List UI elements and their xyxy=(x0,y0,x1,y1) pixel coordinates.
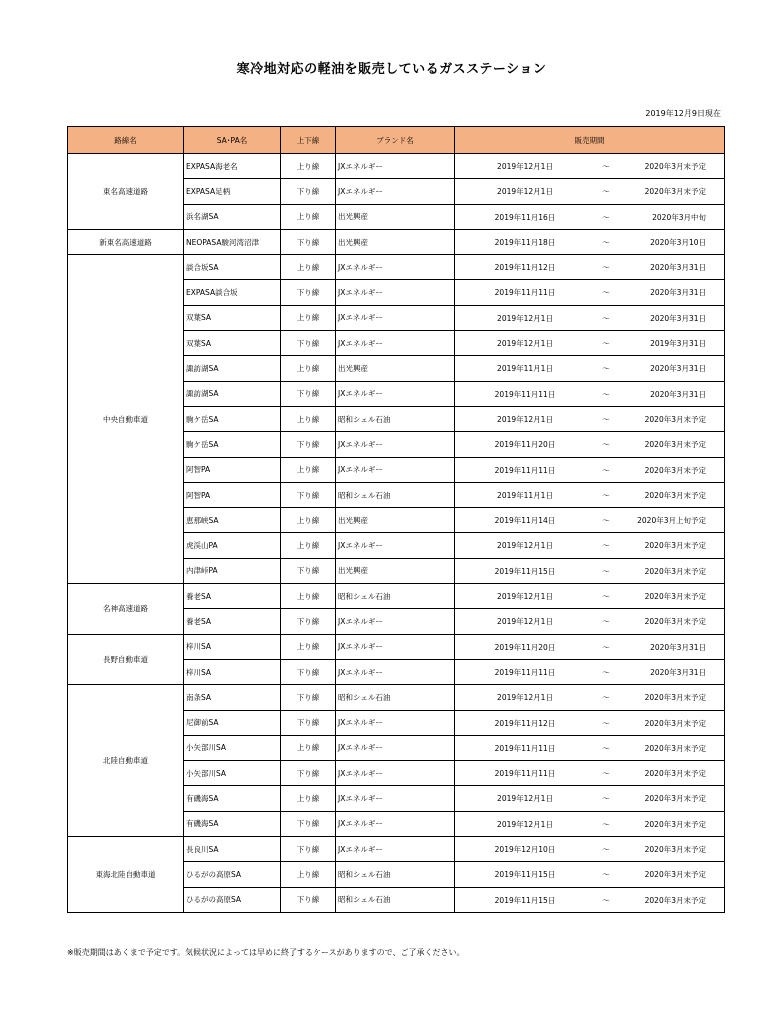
period-start: 2019年12月10日 xyxy=(494,845,556,855)
period-end: 2020年3月末予定 xyxy=(644,187,706,197)
period-start: 2019年11月15日 xyxy=(494,895,556,905)
period-start: 2019年12月1日 xyxy=(497,693,553,703)
sales-period-cell xyxy=(455,482,725,507)
table-body xyxy=(68,154,725,913)
direction-cell: 下り線 xyxy=(281,331,336,356)
header-brand: ブランド名 xyxy=(336,127,455,154)
period-start: 2019年12月1日 xyxy=(497,541,553,551)
period-start: 2019年11月15日 xyxy=(494,870,556,880)
table-row xyxy=(68,685,725,710)
header-period: 販売期間 xyxy=(455,127,725,154)
sa-pa-name-cell: NEOPASA駿河湾沼津 xyxy=(184,229,281,254)
sa-pa-name-cell: 双葉SA xyxy=(184,305,281,330)
period-start: 2019年11月11日 xyxy=(494,769,556,779)
period-tilde: ～ xyxy=(602,364,610,374)
period-end: 2020年3月末予定 xyxy=(644,819,706,829)
sales-period-cell xyxy=(455,280,725,305)
direction-cell: 下り線 xyxy=(281,381,336,406)
period-tilde: ～ xyxy=(602,592,610,602)
sa-pa-name-cell: 浜名湖SA xyxy=(184,204,281,229)
brand-cell: JXエネルギー xyxy=(336,761,455,786)
direction-cell: 下り線 xyxy=(281,887,336,912)
table-header-row xyxy=(68,127,725,154)
period-start: 2019年11月14日 xyxy=(494,516,556,526)
table-row xyxy=(68,584,725,609)
period-end: 2020年3月末予定 xyxy=(644,769,706,779)
direction-cell: 下り線 xyxy=(281,609,336,634)
period-start: 2019年11月12日 xyxy=(494,718,556,728)
sa-pa-name-cell: 小矢部川SA xyxy=(184,735,281,760)
period-end: 2020年3月31日 xyxy=(650,313,706,323)
sales-period-cell xyxy=(455,761,725,786)
sa-pa-name-cell: 養老SA xyxy=(184,584,281,609)
period-end: 2020年3月末予定 xyxy=(644,693,706,703)
sa-pa-name-cell: 恵那峡SA xyxy=(184,508,281,533)
direction-cell: 下り線 xyxy=(281,710,336,735)
direction-cell: 上り線 xyxy=(281,305,336,330)
period-start: 2019年12月1日 xyxy=(497,819,553,829)
period-end: 2020年3月末予定 xyxy=(644,162,706,171)
route-name-cell: 長野自動車道 xyxy=(68,634,184,685)
period-end: 2020年3月中旬 xyxy=(652,212,706,222)
period-end: 2020年3月31日 xyxy=(650,389,706,399)
sa-pa-name-cell: 阿智PA xyxy=(184,457,281,482)
brand-cell: JXエネルギー xyxy=(336,179,455,204)
brand-cell: JXエネルギー xyxy=(336,837,455,862)
period-start: 2019年12月1日 xyxy=(497,339,553,349)
route-name-cell: 中央自動車道 xyxy=(68,255,184,584)
period-end: 2020年3月10日 xyxy=(650,237,706,247)
sales-period-cell xyxy=(455,558,725,583)
sa-pa-name-cell: 阿智PA xyxy=(184,482,281,507)
sa-pa-name-cell: EXPASA談合坂 xyxy=(184,280,281,305)
period-tilde: ～ xyxy=(602,667,610,677)
brand-cell: 昭和シェル石油 xyxy=(336,482,455,507)
header-sa-pa: SA･PA名 xyxy=(184,127,281,154)
sales-period-cell xyxy=(455,659,725,684)
period-end: 2020年3月31日 xyxy=(650,667,706,677)
period-start: 2019年11月11日 xyxy=(494,288,556,298)
sales-period-cell xyxy=(455,305,725,330)
brand-cell: 出光興産 xyxy=(336,204,455,229)
period-start: 2019年11月11日 xyxy=(494,667,556,677)
sales-period-cell xyxy=(455,331,725,356)
period-start: 2019年12月1日 xyxy=(497,162,553,171)
period-tilde: ～ xyxy=(602,845,610,855)
sales-period-cell xyxy=(455,710,725,735)
direction-cell: 下り線 xyxy=(281,280,336,305)
sa-pa-name-cell: 駒ケ岳SA xyxy=(184,406,281,431)
period-end: 2020年3月31日 xyxy=(650,364,706,374)
period-tilde: ～ xyxy=(602,566,610,576)
period-end: 2020年3月末予定 xyxy=(644,845,706,855)
period-tilde: ～ xyxy=(602,465,610,475)
period-end: 2020年3月31日 xyxy=(650,642,706,652)
period-start: 2019年11月1日 xyxy=(497,490,553,500)
sales-period-cell xyxy=(455,786,725,811)
brand-cell: JXエネルギー xyxy=(336,710,455,735)
sa-pa-name-cell: 双葉SA xyxy=(184,331,281,356)
direction-cell: 上り線 xyxy=(281,204,336,229)
direction-cell: 下り線 xyxy=(281,432,336,457)
period-end: 2020年3月末予定 xyxy=(644,566,706,576)
period-start: 2019年12月1日 xyxy=(497,187,553,197)
sales-period-cell xyxy=(455,255,725,280)
brand-cell: JXエネルギー xyxy=(336,533,455,558)
direction-cell: 上り線 xyxy=(281,735,336,760)
period-start: 2019年12月1日 xyxy=(497,794,553,804)
sa-pa-name-cell: EXPASA海老名 xyxy=(184,154,281,179)
sales-period-cell xyxy=(455,862,725,887)
brand-cell: 昭和シェル石油 xyxy=(336,584,455,609)
period-tilde: ～ xyxy=(602,389,610,399)
sales-period-cell xyxy=(455,887,725,912)
sales-period-cell xyxy=(455,609,725,634)
period-tilde: ～ xyxy=(602,490,610,500)
period-end: 2020年3月末予定 xyxy=(644,718,706,728)
sales-period-cell xyxy=(455,533,725,558)
sales-period-cell xyxy=(455,356,725,381)
table-row xyxy=(68,229,725,254)
period-start: 2019年12月1日 xyxy=(497,313,553,323)
direction-cell: 下り線 xyxy=(281,229,336,254)
sales-period-cell xyxy=(455,229,725,254)
direction-cell: 上り線 xyxy=(281,786,336,811)
period-start: 2019年11月20日 xyxy=(494,440,556,450)
period-tilde: ～ xyxy=(602,440,610,450)
route-name-cell: 東名高速道路 xyxy=(68,154,184,230)
period-end: 2019年3月31日 xyxy=(650,339,706,349)
direction-cell: 上り線 xyxy=(281,862,336,887)
sales-period-cell xyxy=(455,735,725,760)
period-start: 2019年11月15日 xyxy=(494,566,556,576)
sales-period-cell xyxy=(455,432,725,457)
direction-cell: 上り線 xyxy=(281,255,336,280)
direction-cell: 上り線 xyxy=(281,584,336,609)
period-start: 2019年11月20日 xyxy=(494,642,556,652)
sales-period-cell xyxy=(455,204,725,229)
table-row xyxy=(68,154,725,179)
direction-cell: 下り線 xyxy=(281,482,336,507)
brand-cell: JXエネルギー xyxy=(336,305,455,330)
sa-pa-name-cell: 尼御前SA xyxy=(184,710,281,735)
brand-cell: JXエネルギー xyxy=(336,331,455,356)
brand-cell: JXエネルギー xyxy=(336,381,455,406)
period-tilde: ～ xyxy=(602,187,610,197)
brand-cell: JXエネルギー xyxy=(336,609,455,634)
sales-period-cell xyxy=(455,837,725,862)
brand-cell: JXエネルギー xyxy=(336,659,455,684)
direction-cell: 上り線 xyxy=(281,508,336,533)
sa-pa-name-cell: 南条SA xyxy=(184,685,281,710)
sa-pa-name-cell: 梓川SA xyxy=(184,659,281,684)
period-tilde: ～ xyxy=(602,617,610,627)
header-direction: 上下線 xyxy=(281,127,336,154)
period-end: 2020年3月末予定 xyxy=(644,490,706,500)
direction-cell: 上り線 xyxy=(281,533,336,558)
brand-cell: 出光興産 xyxy=(336,229,455,254)
direction-cell: 下り線 xyxy=(281,659,336,684)
period-tilde: ～ xyxy=(602,237,610,247)
sa-pa-name-cell: EXPASA足柄 xyxy=(184,179,281,204)
route-name-cell: 東海北陸自動車道 xyxy=(68,837,184,913)
sa-pa-name-cell: ひるがの高原SA xyxy=(184,862,281,887)
direction-cell: 下り線 xyxy=(281,761,336,786)
period-end: 2020年3月末予定 xyxy=(644,794,706,804)
direction-cell: 下り線 xyxy=(281,179,336,204)
period-tilde: ～ xyxy=(602,718,610,728)
direction-cell: 上り線 xyxy=(281,154,336,179)
period-tilde: ～ xyxy=(602,516,610,526)
sa-pa-name-cell: 虎渓山PA xyxy=(184,533,281,558)
period-start: 2019年11月11日 xyxy=(494,465,556,475)
period-tilde: ～ xyxy=(602,895,610,905)
brand-cell: 昭和シェル石油 xyxy=(336,406,455,431)
sales-period-cell xyxy=(455,811,725,836)
sa-pa-name-cell: 内津峠PA xyxy=(184,558,281,583)
sales-period-cell xyxy=(455,584,725,609)
period-end: 2020年3月末予定 xyxy=(644,541,706,551)
period-tilde: ～ xyxy=(602,794,610,804)
direction-cell: 上り線 xyxy=(281,634,336,659)
period-tilde: ～ xyxy=(602,339,610,349)
brand-cell: 出光興産 xyxy=(336,508,455,533)
brand-cell: 昭和シェル石油 xyxy=(336,685,455,710)
brand-cell: 昭和シェル石油 xyxy=(336,862,455,887)
table-row xyxy=(68,634,725,659)
period-tilde: ～ xyxy=(602,212,610,222)
direction-cell: 下り線 xyxy=(281,558,336,583)
period-start: 2019年11月16日 xyxy=(494,212,556,222)
table-row xyxy=(68,255,725,280)
direction-cell: 下り線 xyxy=(281,837,336,862)
brand-cell: JXエネルギー xyxy=(336,457,455,482)
direction-cell: 上り線 xyxy=(281,406,336,431)
sa-pa-name-cell: 小矢部川SA xyxy=(184,761,281,786)
period-tilde: ～ xyxy=(602,541,610,551)
period-tilde: ～ xyxy=(602,288,610,298)
gas-station-table xyxy=(67,126,725,913)
footnote: ※販売期間はあくまで予定です。気候状況によっては早めに終了するケースがありますので、ご了承ください。 xyxy=(67,948,465,957)
sa-pa-name-cell: ひるがの高原SA xyxy=(184,887,281,912)
direction-cell: 上り線 xyxy=(281,356,336,381)
sa-pa-name-cell: 長良川SA xyxy=(184,837,281,862)
period-tilde: ～ xyxy=(602,263,610,273)
sa-pa-name-cell: 駒ケ岳SA xyxy=(184,432,281,457)
direction-cell: 下り線 xyxy=(281,811,336,836)
period-tilde: ～ xyxy=(602,642,610,652)
period-tilde: ～ xyxy=(602,414,610,424)
sa-pa-name-cell: 有磯海SA xyxy=(184,786,281,811)
period-tilde: ～ xyxy=(602,162,610,171)
brand-cell: 出光興産 xyxy=(336,356,455,381)
route-name-cell: 北陸自動車道 xyxy=(68,685,184,837)
brand-cell: JXエネルギー xyxy=(336,154,455,179)
period-start: 2019年11月11日 xyxy=(494,389,556,399)
sales-period-cell xyxy=(455,154,725,179)
brand-cell: 昭和シェル石油 xyxy=(336,887,455,912)
period-start: 2019年11月18日 xyxy=(494,237,556,247)
brand-cell: JXエネルギー xyxy=(336,432,455,457)
period-end: 2020年3月末予定 xyxy=(644,743,706,753)
sa-pa-name-cell: 諏訪湖SA xyxy=(184,381,281,406)
brand-cell: 出光興産 xyxy=(336,558,455,583)
brand-cell: JXエネルギー xyxy=(336,280,455,305)
brand-cell: JXエネルギー xyxy=(336,634,455,659)
sales-period-cell xyxy=(455,179,725,204)
sales-period-cell xyxy=(455,457,725,482)
route-name-cell: 新東名高速道路 xyxy=(68,229,184,254)
sales-period-cell xyxy=(455,634,725,659)
period-end: 2020年3月末予定 xyxy=(644,895,706,905)
direction-cell: 上り線 xyxy=(281,457,336,482)
brand-cell: JXエネルギー xyxy=(336,786,455,811)
period-tilde: ～ xyxy=(602,769,610,779)
period-tilde: ～ xyxy=(602,693,610,703)
sales-period-cell xyxy=(455,381,725,406)
period-end: 2020年3月末予定 xyxy=(644,414,706,424)
page-title: 寒冷地対応の軽油を販売しているガスステーション xyxy=(236,62,547,77)
period-tilde: ～ xyxy=(602,313,610,323)
header-route: 路線名 xyxy=(68,127,184,154)
period-end: 2020年3月末予定 xyxy=(644,592,706,602)
brand-cell: JXエネルギー xyxy=(336,811,455,836)
period-start: 2019年11月1日 xyxy=(497,364,553,374)
period-start: 2019年11月12日 xyxy=(494,263,556,273)
brand-cell: JXエネルギー xyxy=(336,255,455,280)
period-end: 2020年3月末予定 xyxy=(644,440,706,450)
period-end: 2020年3月末予定 xyxy=(644,617,706,627)
period-end: 2020年3月31日 xyxy=(650,263,706,273)
period-end: 2020年3月末予定 xyxy=(644,465,706,475)
sales-period-cell xyxy=(455,508,725,533)
period-end: 2020年3月上旬予定 xyxy=(637,516,706,526)
sa-pa-name-cell: 養老SA xyxy=(184,609,281,634)
period-start: 2019年12月1日 xyxy=(497,592,553,602)
sa-pa-name-cell: 談合坂SA xyxy=(184,255,281,280)
as-of-date: 2019年12月9日現在 xyxy=(645,109,721,118)
sa-pa-name-cell: 諏訪湖SA xyxy=(184,356,281,381)
route-name-cell: 名神高速道路 xyxy=(68,584,184,635)
period-end: 2020年3月末予定 xyxy=(644,870,706,880)
period-tilde: ～ xyxy=(602,870,610,880)
period-tilde: ～ xyxy=(602,819,610,829)
sales-period-cell xyxy=(455,406,725,431)
sa-pa-name-cell: 梓川SA xyxy=(184,634,281,659)
period-end: 2020年3月31日 xyxy=(650,288,706,298)
brand-cell: JXエネルギー xyxy=(336,735,455,760)
sa-pa-name-cell: 有磯海SA xyxy=(184,811,281,836)
sales-period-cell xyxy=(455,685,725,710)
period-start: 2019年12月1日 xyxy=(497,617,553,627)
direction-cell: 下り線 xyxy=(281,685,336,710)
period-start: 2019年12月1日 xyxy=(497,414,553,424)
table-row xyxy=(68,837,725,862)
period-start: 2019年11月11日 xyxy=(494,743,556,753)
period-tilde: ～ xyxy=(602,743,610,753)
